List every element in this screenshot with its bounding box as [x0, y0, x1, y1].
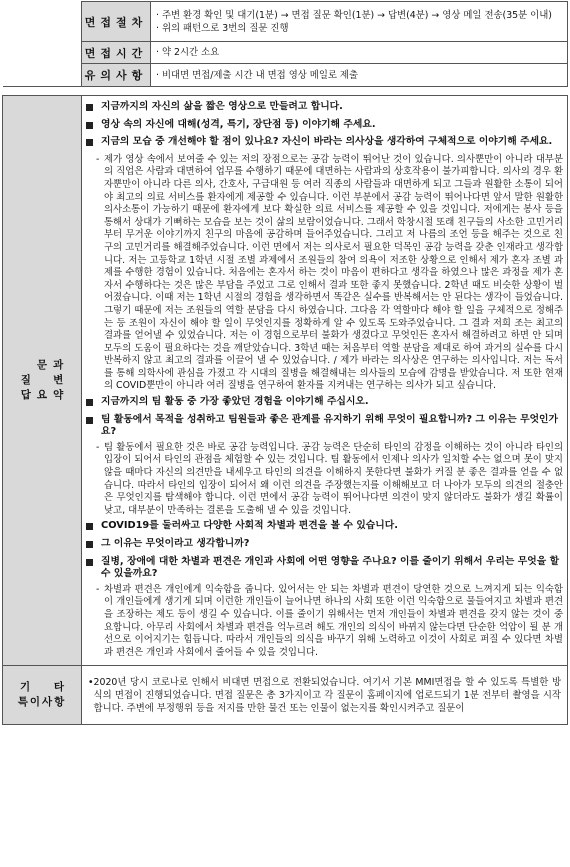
etc-label — [3, 666, 82, 725]
etc-text: 2020년 당시 코로나로 인해서 비대면 면접으로 전환되었습니다. 여기서 기본 MMI면접을 할 수 있도록 특별한 방식의 면접이 진행되었습니다. 면접 질문은 총 3가지이고 각 질문이 홈페이지에 업로드되기 1분 전부터 촬영을 시작합니다. 주변에 부정행위 등을 저지를 만한 물건 또는 인물이 없는지를 확인시켜주고 질문이 — [93, 676, 561, 714]
square-bullet-icon — [86, 541, 93, 548]
qa-label-char: 과 — [53, 359, 64, 372]
square-bullet-icon — [86, 399, 93, 406]
question-text: COVID19를 둘러싸고 다양한 사회적 차별과 편견을 볼 수 있습니다. — [101, 520, 398, 532]
duration-label: 면접시간 — [82, 42, 151, 64]
question-text: 영상 속의 자신에 대해(성격, 특기, 장단점 등) 이야기해 주세요. — [101, 118, 376, 130]
square-bullet-icon — [86, 104, 93, 111]
question-8 — [86, 556, 563, 581]
answer-2 — [86, 442, 563, 518]
spacer — [3, 87, 568, 96]
question-text: 지금까지의 팀 활동 중 가장 좋았던 경험을 이야기해 주십시오. — [101, 396, 369, 408]
duration-value: · 약 2시간 소요 — [151, 42, 568, 64]
qa-label-char: 질 — [20, 374, 31, 387]
procedure-label: 면접절차 — [82, 2, 151, 42]
etc-body — [82, 666, 568, 725]
notes-value: · 비대면 면접/제출 시간 내 면접 영상 메일로 제출 — [151, 64, 568, 87]
question-text: 팀 활동에서 목적을 성취하고 팀원들과 좋은 관계를 유지하기 위해 무엇이 필요합니까? 그 이유는 무엇인가요? — [101, 413, 558, 438]
answer-text: 제가 영상 속에서 보여줄 수 있는 저의 장점으로는 공감 능력이 뛰어난 것이 있습니다. 의사뿐만이 아니라 대부분의 직업은 사람과 대면하여 업무를 수행하기 때문에 대면하는 사람과의 상호작용이 불가피합니다. 의사의 경우 환자뿐만이 아니라 다른 의사, 간호사, 구급대원 등 여러 직종의 사람들과 대면하게 되고 그들과 원활한 소통이 되어야 최고의 의료 서비스를 환자에게 제공할 수 있습니다. 이런 부분에서 공감 능력이 뛰어나다면 앞서 말한 원활한 의사소통이 가능하기 때문에 환자에게 보다 확실한 의료 서비스를 제공할 수 있을 것입니다. 저에게는 봉사 등을 통해서 상대가 기뻐하는 모습을 보는 것이 삶의 보람이었습니다. 그래서 학창시절 또래 친구들의 사소한 고민거리부터 무거운 이야기까지 친구의 마음에 공감하며 들어주었습니다. 그리고 저 나름의 조언 등을 해주는 것으로 친구의 고민거리를 해결해주었습니다. 이런 면에서 저는 의사로서 필요한 덕목인 공감 능력을 갖춘 인재라고 생각합니다. 저는 고등학교 1학년 시절 조별 과제에서 조원들의 참여 의욕이 저조한 상황으로 인해서 제가 혼자 조별 과제를 수행한 경험이 있습니다. 처음에는 혼자서 하는 것이 마음이 편하다고 생각을 하였으나 많은 과정을 제가 혼자서 수행하다는 것은 많은 부담을 주었고 그로 인해서 결과 또한 좋지 못했습니다. 2학년 때도 비슷한 상황이 벌어졌습니다. 이때 저는 1학년 시절의 경험을 생각하면서 똑같은 실수를 반복해서는 안 된다는 생각이 들었습니다. 그렇기 때문에 저는 조원들의 역할 분담을 다시 하였습니다. 그다음 각 역할마다 해야 할 일을 구체적으로 정해주는 등 조원이 자신이 해야 할 일이 무엇인지를 정확하게 알 수 있도록 도와주었습니다. 그 결과 저희 조는 최고의 결과를 얻어낼 수 있었습니다. 저는 이 경험으로부터 불화가 생겼다고 무엇인든 혼자서 해결하려고 하면 안 되며 모두의 도움이 필요하다는 것을 깨닫았습니다. 3학년 때는 처음부터 역할 분담을 제대로 하여 과거의 실수를 다시 반복하지 않고 최고의 결과를 이끌어 낼 수 있었습니다. / 제가 바라는 의사상은 연구하는 의사입니다. 저는 독서를 통해 의학사에 관심을 가졌고 각 시대의 질병을 해결해내는 의사들의 모습에 감명을 받았습니다. 저 또한 현재의 COVID뿐만이 아니라 여러 질병을 연구하여 환자를 지켜내는 연구하는 의사가 되고 싶습니다. — [104, 153, 563, 392]
qa-label — [3, 96, 82, 666]
procedure-value — [151, 2, 568, 42]
qa-label-char: 답 — [20, 389, 31, 402]
bullet-dot-icon: • — [88, 676, 94, 688]
interview-table — [2, 1, 568, 725]
qa-row — [3, 96, 568, 666]
etc-label-top — [4, 680, 80, 695]
qa-label-char: 요 — [36, 389, 48, 402]
answer-text: 차별과 편견은 개인에게 익숙함을 줍니다. 있어서는 안 되는 차별과 편견이 당연한 것으로 느껴지게 되는 익숙함이 개인들에게 생기게 되며 이런한 개인들이 늘어나면 하나의 사회 또한 이런 익숙함으로 물들여지고 차별과 편견을 조장하는 제도 등이 생길 수 있습니다. 이를 줄이기 위해서는 먼저 개인들이 차별과 편견을 갖지 않는 것이 중요합니다. 아무리 사회에서 차별과 편견을 억누르려 해도 개인의 의식이 바뀌지 않는다면 단순한 억압이 될 분 개선으로 이어지기는 힘듭니다. 따라서 개인들의 의식을 바꾸기 위해 노력하고 이것이 사회로 퍼질 수 있다면 차별과 편견은 개인과 사회에서 줄어들 수 있을 것입니다. — [104, 583, 563, 658]
question-5 — [86, 414, 563, 439]
etc-label-char: 기 — [20, 681, 31, 694]
notes-row — [3, 64, 568, 87]
square-bullet-icon — [86, 122, 93, 129]
question-4 — [86, 396, 563, 411]
dash-icon: - — [96, 153, 100, 165]
spacer-row — [3, 87, 568, 96]
etc-row — [3, 666, 568, 725]
question-2 — [86, 119, 563, 134]
question-text: 지금의 모습 중 개선해야 할 점이 있나요? 자신이 바라는 의사상을 생각하여 구체적으로 이야기해 주세요. — [101, 136, 553, 148]
question-7 — [86, 538, 563, 553]
qa-label-right — [53, 358, 63, 403]
question-text: 지금까지의 자신의 삶을 짧은 영상으로 만들려고 합니다. — [101, 101, 343, 112]
procedure-line2: · 위의 패턴으로 3번의 질문 진행 — [156, 22, 289, 34]
notes-label: 유의사항 — [82, 64, 151, 87]
blank-cell — [3, 42, 82, 64]
square-bullet-icon — [86, 559, 93, 566]
procedure-line1: · 주변 환경 확인 및 대기(1분) → 면접 질문 확인(1분) → 답변(4분) → 영상 메일 전송(35분 이내) — [156, 9, 552, 21]
etc-label-bottom: 특이사항 — [17, 696, 67, 709]
answer-text: 팀 활동에서 필요한 것은 바로 공감 능력입니다. 공감 능력은 단순히 타인의 감정을 이해하는 것이 아니라 타인의 입장이 되어서 타인의 관점을 체험할 수 있는 것입니다. 팀 활동에서 인제나 의사가 일치할 수는 없으며 못이 맞지 않을 때마다 자신의 의견만을 내세우고 타인의 의견을 이해하지 못한다면 불화가 커질 분 좋은 결과를 얻을 수 없습니다. 따라서 타인의 입장이 되어서 왜 이런 의견을 주장했는지를 이해해보고 더 나아가 모두의 의견의 절충안은 무엇인지를 탐색해야 합니다. 이런 면에서 공감 능력이 뛰어나다면 의견이 맞지 않더라도 불화가 생길 확률이 낮고, 대부분이 만족하는 결론을 도출해 낼 수 있을 것입니다. — [104, 441, 563, 516]
question-6 — [86, 520, 563, 535]
square-bullet-icon — [86, 139, 93, 146]
qa-label-char: 약 — [53, 389, 64, 402]
qa-label-mid — [37, 358, 47, 403]
qa-label-char: 문 — [36, 359, 48, 372]
answer-3 — [86, 584, 563, 660]
interview-document — [2, 1, 568, 725]
question-1 — [86, 101, 563, 116]
question-3 — [86, 136, 563, 151]
question-text: 그 이유는 무엇이라고 생각합니까? — [101, 538, 250, 549]
qa-label-char: 변 — [53, 374, 64, 387]
duration-row — [3, 42, 568, 64]
blank-cell — [3, 2, 82, 42]
qa-label-inner — [4, 358, 80, 403]
question-text: 질병, 장애에 대한 차별과 편견은 개인과 사회에 어떤 영향을 주나요? 이를 줄이기 위해서 우리는 무엇을 할 수 있을까요? — [101, 555, 560, 580]
etc-item — [88, 676, 561, 715]
procedure-row — [3, 2, 568, 42]
dash-icon: - — [96, 441, 100, 453]
square-bullet-icon — [86, 417, 93, 424]
blank-cell — [3, 64, 82, 87]
answer-1 — [86, 154, 563, 393]
qa-body — [82, 96, 568, 666]
dash-icon: - — [96, 583, 100, 595]
etc-label-char: 타 — [53, 681, 64, 694]
square-bullet-icon — [86, 523, 93, 530]
qa-label-left — [21, 373, 31, 403]
